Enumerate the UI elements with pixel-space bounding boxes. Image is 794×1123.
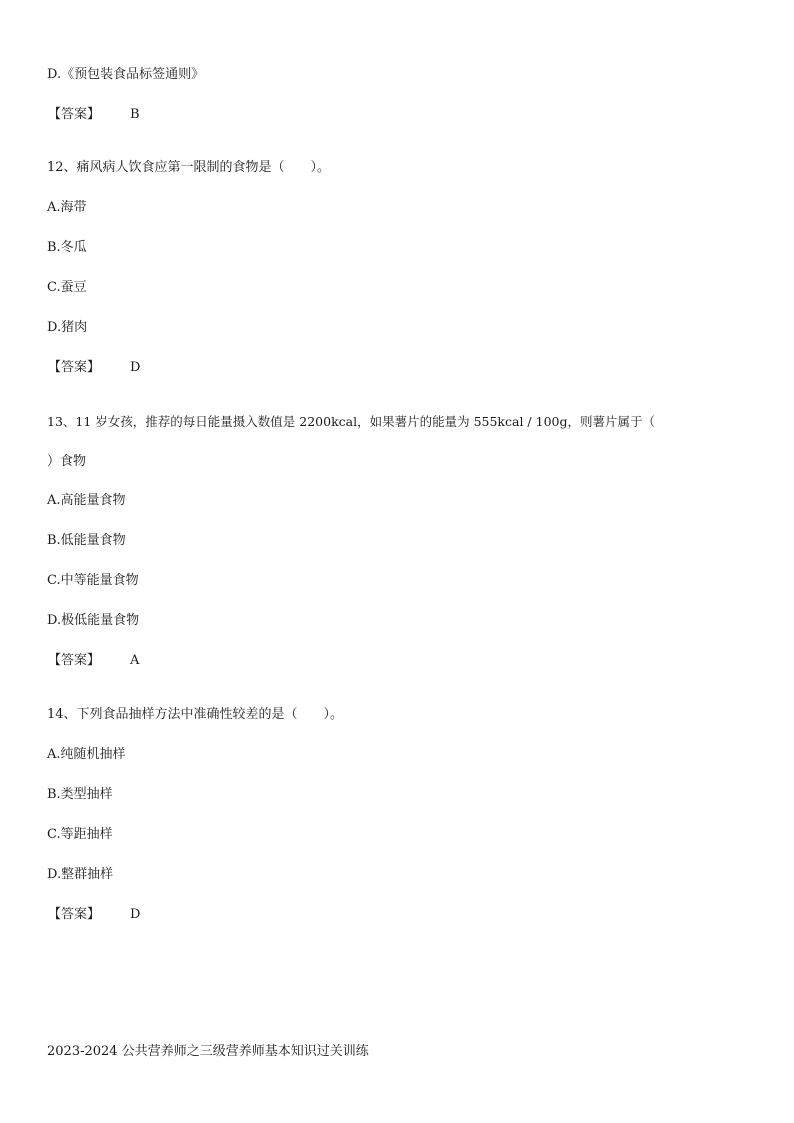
q12-option-a: A.海带 — [47, 200, 87, 215]
answer-value: A — [130, 653, 140, 668]
answer-value: B — [130, 107, 140, 122]
q12-answer-row — [48, 359, 140, 377]
answer-label: 【答案】 — [48, 107, 101, 122]
q11-answer-row — [48, 106, 140, 124]
q13-stem-line1: 13、11 岁女孩，推荐的每日能量摄入数值是 2200kcal，如果薯片的能量为 555kcal / 100g，则薯片属于（ — [47, 414, 655, 429]
answer-label: 【答案】 — [48, 360, 101, 375]
q13-option-b: B.低能量食物 — [47, 533, 126, 548]
q14-option-b: B.类型抽样 — [47, 787, 113, 802]
q14-answer-row — [48, 906, 140, 924]
answer-label: 【答案】 — [48, 907, 101, 922]
page-footer: 2023-2024 公共营养师之三级营养师基本知识过关训练 — [47, 1044, 369, 1059]
q14-stem: 14、下列食品抽样方法中准确性较差的是（ ）。 — [47, 707, 344, 722]
answer-value: D — [130, 907, 141, 922]
answer-label: 【答案】 — [48, 653, 101, 668]
q13-option-a: A.高能量食物 — [47, 493, 126, 508]
q12-stem: 12、痛风病人饮食应第一限制的食物是（ ）。 — [47, 160, 331, 175]
q13-stem-line2: ）食物 — [47, 454, 87, 469]
q13-answer-row — [48, 652, 139, 670]
answer-value: D — [130, 360, 141, 375]
q14-option-c: C.等距抽样 — [47, 827, 113, 842]
q11-option-d: D.《预包装食品标签通则》 — [47, 67, 205, 82]
q12-option-d: D.猪肉 — [47, 320, 88, 335]
q13-option-d: D.极低能量食物 — [47, 613, 140, 628]
q14-option-d: D.整群抽样 — [47, 867, 114, 882]
q12-option-c: C.蚕豆 — [47, 280, 87, 295]
q14-option-a: A.纯随机抽样 — [47, 747, 126, 762]
q13-option-c: C.中等能量食物 — [47, 573, 139, 588]
q12-option-b: B.冬瓜 — [47, 240, 87, 255]
